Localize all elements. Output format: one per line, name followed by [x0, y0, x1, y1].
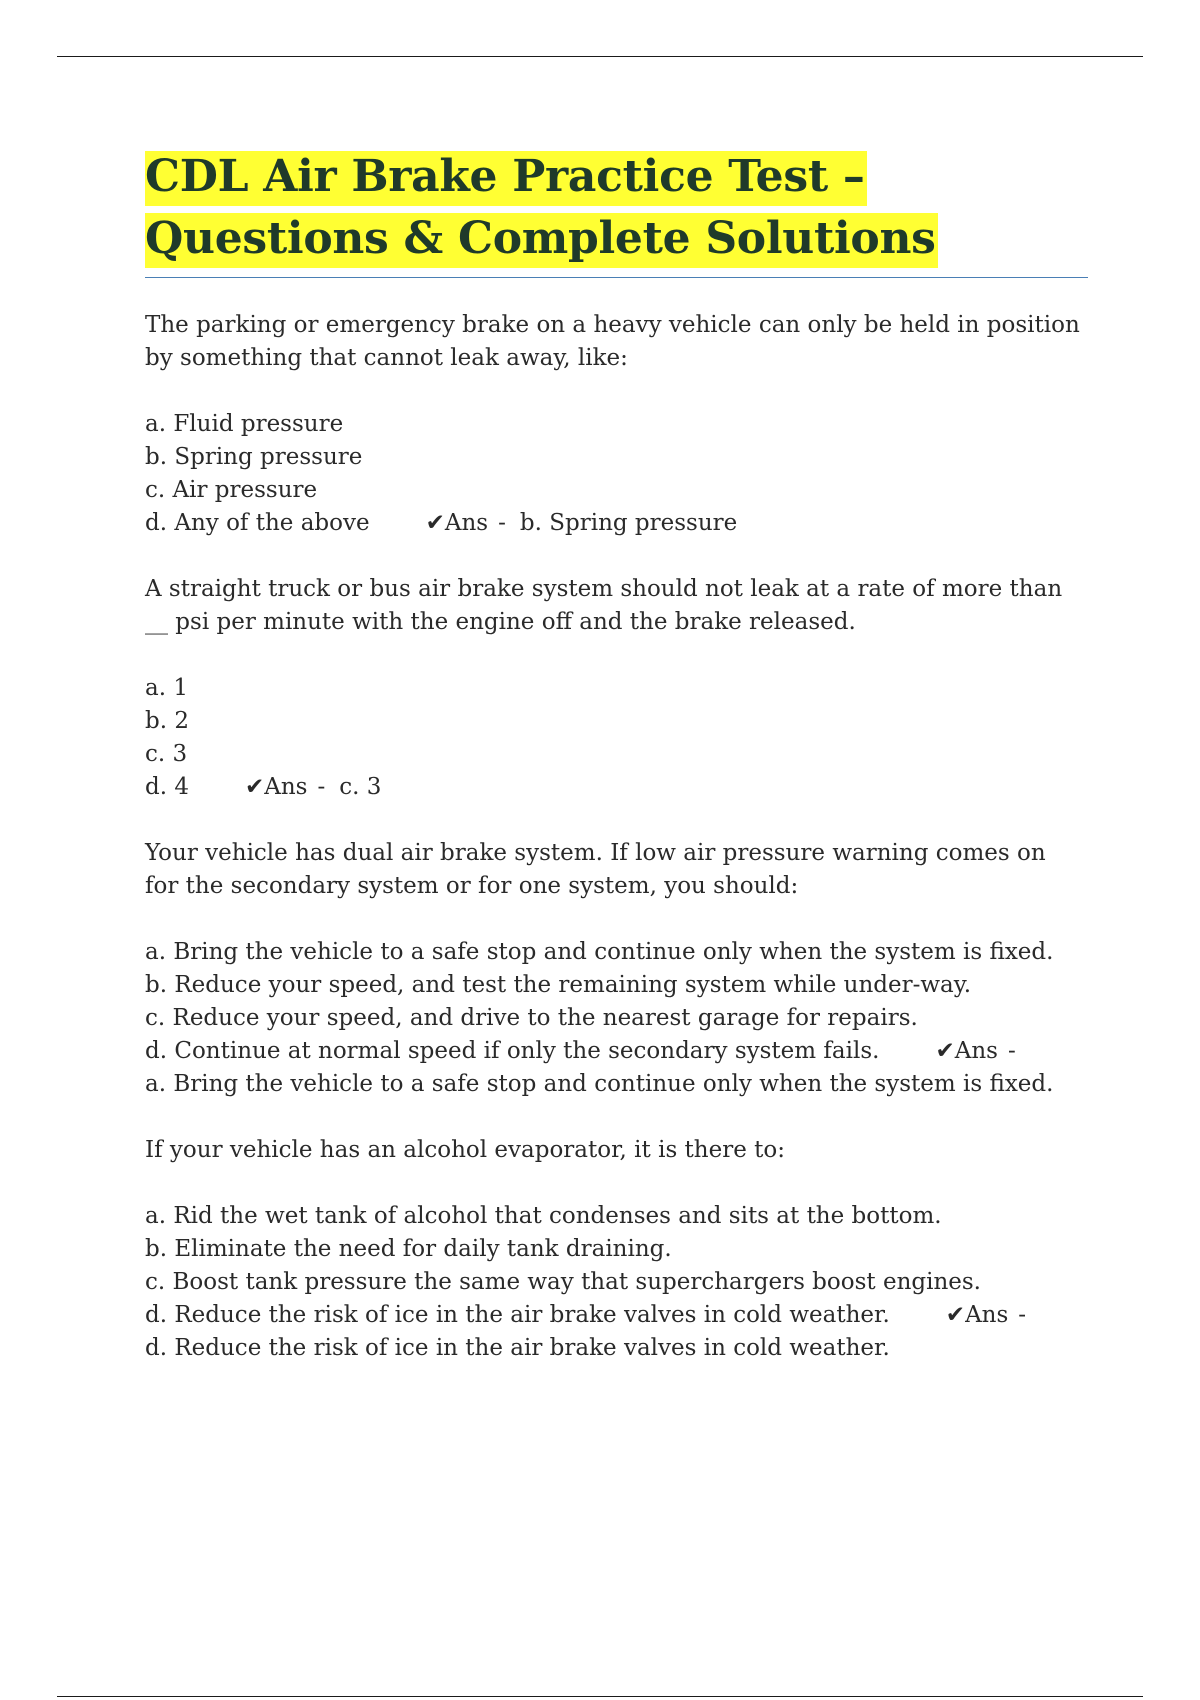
option-c: c. Reduce your speed, and drive to the nearest garage for repairs.: [145, 1005, 918, 1031]
question-text: The parking or emergency brake on a heavy vehicle can only be held in position by something that cannot leak away, like:: [145, 312, 1080, 371]
bottom-rule: [57, 1696, 1143, 1697]
question-3: [145, 837, 1085, 1101]
title-line-1: CDL Air Brake Practice Test –: [145, 151, 867, 206]
top-rule: [57, 56, 1143, 57]
question-1: [145, 309, 1085, 540]
answer-text: d. Reduce the risk of ice in the air brake valves in cold weather.: [145, 1335, 890, 1361]
question-text: Your vehicle has dual air brake system. If low air pressure warning comes on for the secondary system or for one system, you should:: [145, 840, 1046, 899]
option-d-with-answer: [145, 507, 1085, 540]
option-d: d. Continue at normal speed if only the secondary system fails.: [145, 1038, 880, 1064]
option-c: c. Boost tank pressure the same way that superchargers boost engines.: [145, 1269, 981, 1295]
option-b: b. 2: [145, 708, 189, 734]
option-d-with-answer: [145, 1299, 1085, 1332]
option-d: d. 4: [145, 774, 189, 800]
option-d: d. Any of the above: [145, 510, 370, 536]
question-list: [145, 309, 1085, 1365]
answer-separator: -: [1018, 1302, 1027, 1328]
title-underline: [145, 277, 1088, 278]
question-text: If your vehicle has an alcohol evaporator, it is there to:: [145, 1137, 785, 1163]
option-a: a. Rid the wet tank of alcohol that condenses and sits at the bottom.: [145, 1203, 942, 1229]
answer-text: c. 3: [339, 774, 382, 800]
option-b: b. Spring pressure: [145, 444, 363, 470]
option-d: d. Reduce the risk of ice in the air brake valves in cold weather.: [145, 1302, 890, 1328]
answer-separator: -: [1007, 1038, 1016, 1064]
option-c: c. 3: [145, 741, 188, 767]
answer-text: b. Spring pressure: [519, 510, 738, 536]
answer-label: ✔Ans: [244, 774, 308, 800]
answer-label: ✔Ans: [425, 510, 489, 536]
option-d-with-answer: [145, 771, 1085, 804]
question-text: A straight truck or bus air brake system should not leak at a rate of more than __ psi per minute with the engine off and the brake released.: [145, 576, 1063, 635]
answer-separator: -: [317, 774, 326, 800]
answer-label: ✔Ans: [945, 1302, 1009, 1328]
question-2: [145, 573, 1085, 804]
answer-text: a. Bring the vehicle to a safe stop and continue only when the system is fixed.: [145, 1071, 1054, 1097]
option-a: a. 1: [145, 675, 188, 701]
option-a: a. Fluid pressure: [145, 411, 344, 437]
option-c: c. Air pressure: [145, 477, 318, 503]
answer-separator: -: [498, 510, 506, 536]
option-b: b. Reduce your speed, and test the remaining system while under-way.: [145, 972, 972, 998]
title-line-2: Questions & Complete Solutions: [145, 213, 938, 268]
question-4: [145, 1134, 1085, 1365]
answer-label: ✔Ans: [935, 1038, 998, 1064]
option-b: b. Eliminate the need for daily tank draining.: [145, 1236, 672, 1262]
option-a: a. Bring the vehicle to a safe stop and continue only when the system is fixed.: [145, 939, 1054, 965]
option-d-with-answer: [145, 1035, 1085, 1068]
page-title: [145, 146, 1090, 270]
